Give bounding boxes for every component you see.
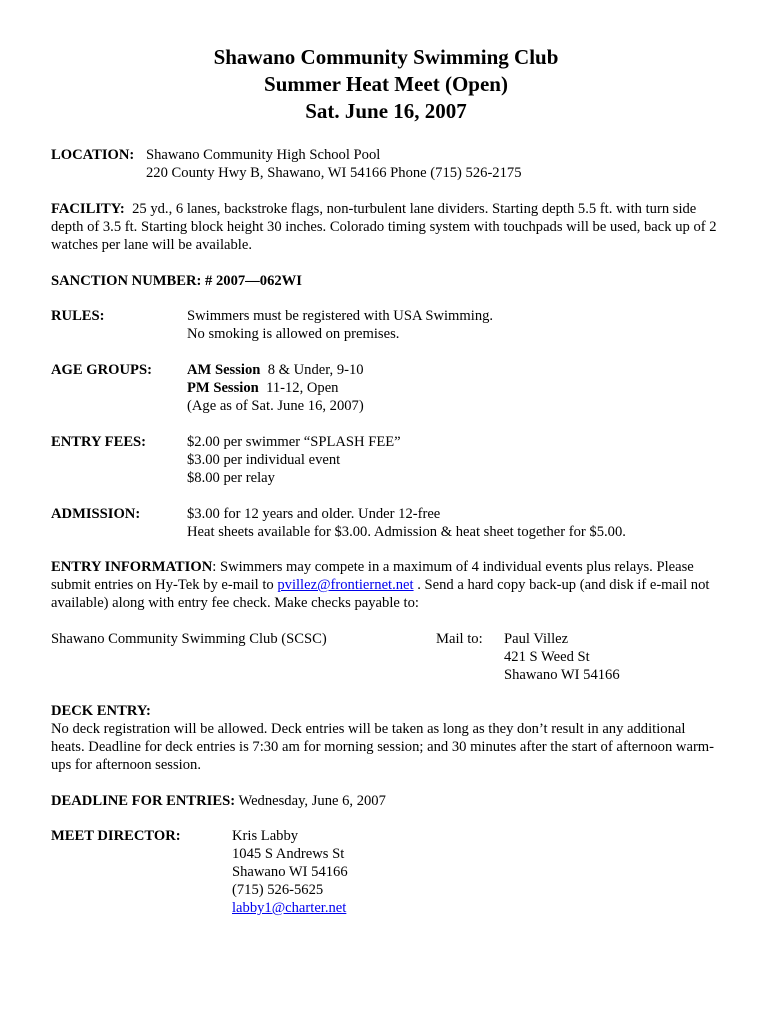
document-header — [51, 44, 721, 125]
location-section — [51, 146, 721, 182]
facility-text: 25 yd., 6 lanes, backstroke flags, non-turbulent lane dividers. Starting depth 5.5 ft. with turn side depth of 3.5 ft. Starting block height 30 inches. Colorado timing system with touchpads will be used, back up of 2 watches per lane will be available. — [51, 201, 717, 253]
deck-entry-label: DECK ENTRY: — [51, 703, 151, 719]
entry-information-text-2: . Send a hard copy back-up (and disk if e-mail not available) along with entry fee check. Make checks payable to: — [51, 577, 710, 611]
mail-name: Paul Villez — [504, 631, 569, 647]
location-label: LOCATION: — [51, 147, 135, 163]
am-session-value: 8 & Under, 9-10 — [267, 362, 364, 378]
meet-director-section — [51, 827, 721, 917]
director-phone: (715) 526-5625 — [232, 882, 324, 898]
payable-section — [51, 630, 721, 684]
facility-label: FACILITY: — [51, 201, 125, 217]
entry-fees-label: ENTRY FEES: — [51, 434, 147, 450]
deadline-value: Wednesday, June 6, 2007 — [235, 793, 386, 809]
meet-director-label: MEET DIRECTOR: — [51, 828, 181, 844]
mail-street: 421 S Weed St — [504, 649, 590, 665]
location-line-1: Shawano Community High School Pool — [146, 147, 381, 163]
meet-date: Sat. June 16, 2007 — [305, 99, 467, 123]
rules-label: RULES: — [51, 308, 105, 324]
entry-fees-section — [51, 433, 721, 487]
admission-line-1: $3.00 for 12 years and older. Under 12-free — [187, 506, 441, 522]
entry-fee-line-1: $2.00 per swimmer “SPLASH FEE” — [187, 434, 401, 450]
pm-session-label: PM Session — [187, 380, 259, 396]
director-city: Shawano WI 54166 — [232, 864, 348, 880]
age-groups-label: AGE GROUPS: — [51, 362, 152, 378]
admission-label: ADMISSION: — [51, 506, 141, 522]
admission-line-2: Heat sheets available for $3.00. Admission & heat sheet together for $5.00. — [187, 524, 626, 540]
entry-information-section — [51, 558, 721, 612]
meet-title: Summer Heat Meet (Open) — [264, 72, 508, 96]
age-note: (Age as of Sat. June 16, 2007) — [187, 398, 364, 414]
rules-line-2: No smoking is allowed on premises. — [187, 326, 400, 342]
director-street: 1045 S Andrews St — [232, 846, 345, 862]
mail-to-label: Mail to: — [436, 631, 483, 647]
deck-entry-section — [51, 702, 721, 774]
rules-line-1: Swimmers must be registered with USA Swimming. — [187, 308, 494, 324]
deadline-label: DEADLINE FOR ENTRIES: — [51, 793, 236, 809]
pm-session-line — [187, 379, 721, 397]
entry-information-label: ENTRY INFORMATION — [51, 559, 213, 575]
location-line-2: 220 County Hwy B, Shawano, WI 54166 Phone (715) 526-2175 — [146, 165, 522, 181]
entry-information-text-1: : Swimmers may compete in a maximum of 4 individual events plus relays. Please submit entries on Hy-Tek by e-mail to — [51, 559, 694, 593]
deck-entry-text: No deck registration will be allowed. Deck entries will be taken as long as they don’t result in any additional heats. Deadline for deck entries is 7:30 am for morning session; and 30 minutes after the start of afternoon warm-ups for afternoon session. — [51, 721, 715, 773]
pm-session-value: 11-12, Open — [266, 380, 339, 396]
age-groups-section — [51, 361, 721, 415]
entry-fee-line-2: $3.00 per individual event — [187, 452, 341, 468]
director-email-link[interactable]: labby1@charter.net — [232, 900, 347, 916]
mail-address — [504, 630, 620, 684]
club-title: Shawano Community Swimming Club — [213, 45, 559, 69]
entry-email-link[interactable]: pvillez@frontiernet.net — [277, 577, 414, 593]
admission-section — [51, 505, 721, 541]
entry-fee-line-3: $8.00 per relay — [187, 470, 275, 486]
sanction-number: SANCTION NUMBER: # 2007—062WI — [51, 273, 302, 289]
facility-section — [51, 200, 721, 254]
am-session-line — [187, 361, 721, 379]
director-name: Kris Labby — [232, 828, 299, 844]
deadline-section — [51, 792, 721, 810]
document-page — [51, 44, 721, 917]
rules-section — [51, 307, 721, 343]
payable-club: Shawano Community Swimming Club (SCSC) — [51, 631, 327, 647]
am-session-label: AM Session — [187, 362, 261, 378]
mail-city: Shawano WI 54166 — [504, 667, 620, 683]
